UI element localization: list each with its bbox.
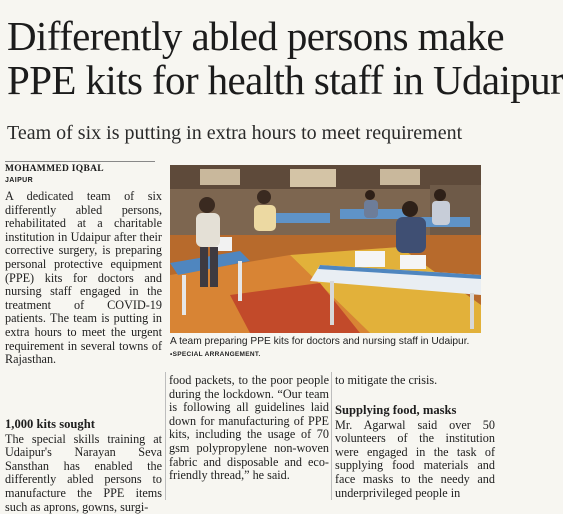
column-divider: [331, 372, 332, 500]
body-column-3-section: [335, 404, 495, 500]
headline-line-2: PPE kits for health staff in Udaipur: [7, 57, 563, 103]
subhead-kits-sought: 1,000 kits sought: [5, 417, 95, 431]
photo-credit: •SPECIAL ARRANGEMENT.: [170, 351, 261, 358]
body-column-1: A dedicated team of six differently abled persons, rehabilitated at a charitable institution in Udaipur after their corrective surgery, is preparing personal protective equipment (PPE) kits for doctors and nursing staff engaged in the treatment of COVID-19 patients. The team is putting in extra hours to meet the urgent requirement in several towns of Rajasthan.: [5, 189, 162, 367]
photo-caption-text: A team preparing PPE kits for doctors and nursing staff in Udaipur.: [170, 336, 470, 347]
body-column-3-continued: Mr. Agarwal said over 50 volunteers of the institution were engaged in the task of supplying food materials and face masks to the needy and underprivileged people in: [335, 417, 495, 500]
body-column-3: to mitigate the crisis.: [335, 373, 438, 387]
body-column-2: food packets, to the poor people during the lockdown. “Our team is following all guidelines laid down for manufacturing of PPE kits, including the usage of 70 gsm polypropylene non-woven fabric and disposable and eco-friendly thread,” he said.: [169, 373, 329, 483]
photo-caption: [170, 336, 486, 361]
headline: [7, 13, 563, 103]
body-column-1-continued: The special skills training at Udaipur's Narayan Seva Sansthan has enabled the differently abled persons to manufacture the PPE items such as aprons, gowns, surgi-: [5, 431, 162, 514]
subhead-supplying-food: Supplying food, masks: [335, 403, 457, 417]
column-divider: [165, 372, 166, 500]
byline: MOHAMMED IQBAL: [5, 161, 155, 175]
headline-line-1: Differently abled persons make: [7, 13, 504, 59]
body-column-1-section: [5, 418, 162, 514]
workshop-photo: [170, 165, 481, 333]
dateline: JAIPUR: [5, 177, 34, 184]
deck-subtitle: Team of six is putting in extra hours to meet requirement: [7, 122, 463, 144]
workshop-photo-illustration: [170, 165, 481, 333]
